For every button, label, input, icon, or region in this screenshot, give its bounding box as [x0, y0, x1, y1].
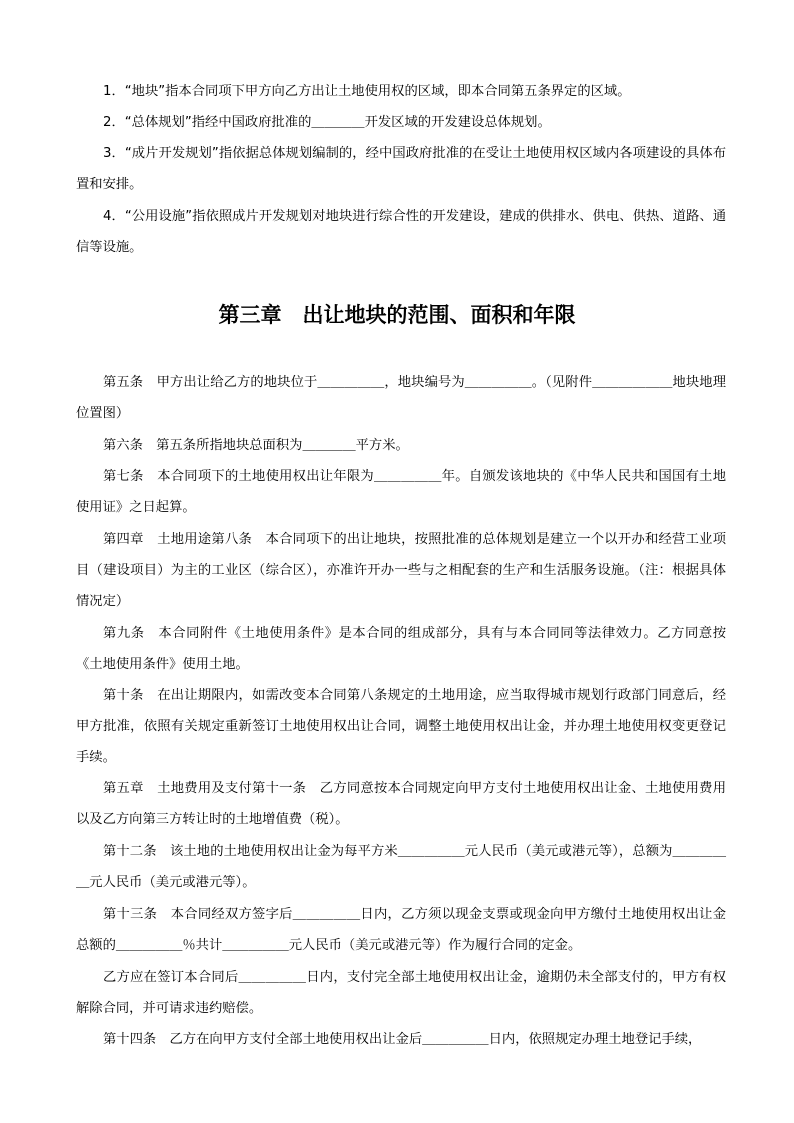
article-5: 第五条 甲方出让给乙方的地块位于＿＿＿＿＿，地块编号为＿＿＿＿＿。（见附件＿＿＿＿＿＿地块地理位置图）: [76, 375, 726, 421]
chapter-3-heading: 第三章 出让地块的范围、面积和年限: [218, 302, 576, 327]
article-13: 第十三条 本合同经双方签字后＿＿＿＿＿日内，乙方须以现金支票或现金向甲方缴付土地使用权出让金总额的＿＿＿＿＿％共计＿＿＿＿＿元人民币（美元或港元等）作为履行合同的定金。: [76, 907, 726, 953]
article-13-continued: 乙方应在签订本合同后＿＿＿＿＿日内，支付完全部土地使用权出让金，逾期仍未全部支付的，甲方有权解除合同，并可请求违约赔偿。: [76, 970, 726, 1016]
definition-2: 2．“总体规划”指经中国政府批准的＿＿＿＿开发区域的开发建设总体规划。: [103, 115, 551, 130]
definition-4: 4．“公用设施”指依照成片开发规划对地块进行综合性的开发建设，建成的供排水、供电、供热、道路、通信等设施。: [76, 209, 726, 255]
article-7: 第七条 本合同项下的土地使用权出让年限为＿＿＿＿＿年。自颁发该地块的《中华人民共和国国有土地使用证》之日起算。: [76, 469, 726, 515]
article-9: 第九条 本合同附件《土地使用条件》是本合同的组成部分，具有与本合同同等法律效力。乙方同意按《土地使用条件》使用土地。: [76, 626, 726, 672]
definition-1: 1．“地块”指本合同项下甲方向乙方出让土地使用权的区域，即本合同第五条界定的区域。: [103, 84, 631, 99]
article-14: 第十四条 乙方在向甲方支付全部土地使用权出让金后＿＿＿＿＿日内，依照规定办理土地登记手续，: [103, 1032, 702, 1047]
article-8: 第四章 土地用途第八条 本合同项下的出让地块，按照批准的总体规划是建立一个以开办和经营工业项目（建设项目）为主的工业区（综合区），亦准许开办一些与之相配套的生产和生活服务设施。（注：根据具体情况定）: [76, 532, 726, 609]
article-11: 第五章 土地费用及支付第十一条 乙方同意按本合同规定向甲方支付土地使用权出让金、土地使用费用以及乙方向第三方转让时的土地增值费（税）。: [76, 781, 726, 827]
definition-3: 3．“成片开发规划”指依据总体规划编制的，经中国政府批准的在受让土地使用权区域内各项建设的具体布置和安排。: [76, 146, 726, 192]
article-10: 第十条 在出让期限内，如需改变本合同第八条规定的土地用途，应当取得城市规划行政部门同意后，经甲方批准，依照有关规定重新签订土地使用权出让合同，调整土地使用权出让金，并办理土地使用权变更登记手续。: [76, 688, 726, 765]
article-6: 第六条 第五条所指地块总面积为＿＿＿＿平方米。: [103, 438, 409, 453]
article-12: 第十二条 该土地的土地使用权出让金为每平方米＿＿＿＿＿元人民币（美元或港元等），总额为＿＿＿＿＿元人民币（美元或港元等）。: [76, 844, 726, 890]
